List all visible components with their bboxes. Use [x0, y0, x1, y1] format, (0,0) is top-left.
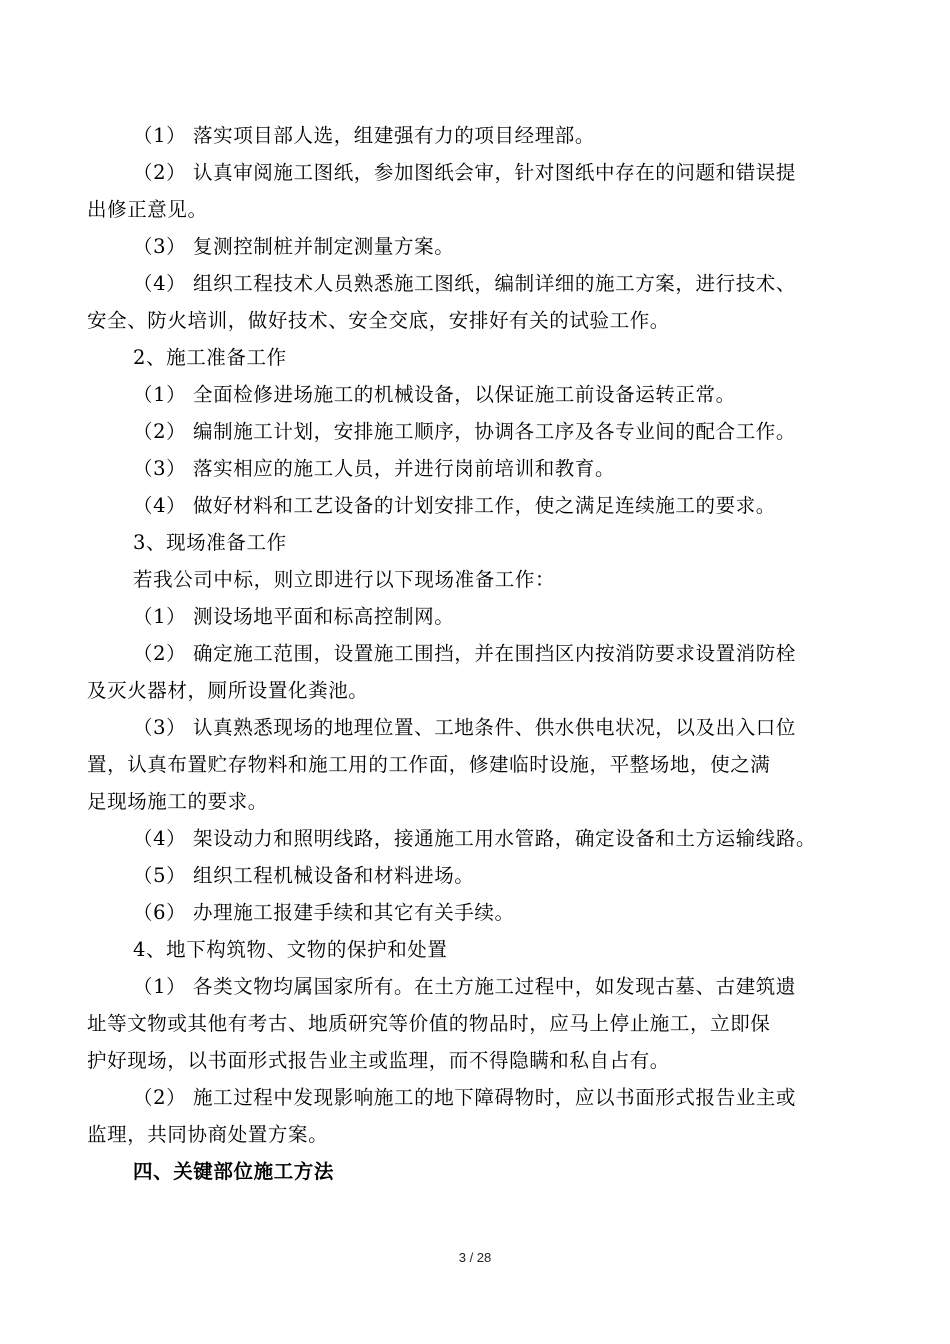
paragraph-line: 足现场施工的要求。 — [87, 790, 268, 813]
paragraph-line: 置，认真布置贮存物料和施工用的工作面，修建临时设施，平整场地，使之满 — [87, 753, 771, 776]
paragraph-line: 护好现场，以书面形式报告业主或监理，而不得隐瞒和私自占有。 — [87, 1049, 670, 1072]
paragraph-line: （6） 办理施工报建手续和其它有关手续。 — [133, 901, 515, 924]
paragraph-line: 及灭火器材，厕所设置化粪池。 — [87, 679, 369, 702]
paragraph-line: 出修正意见。 — [87, 198, 208, 221]
subsection-heading: 3、现场准备工作 — [133, 531, 287, 554]
paragraph-line: 址等文物或其他有考古、地质研究等价值的物品时，应马上停止施工，立即保 — [87, 1012, 771, 1035]
paragraph-line: （3） 认真熟悉现场的地理位置、工地条件、供水供电状况，以及出入口位 — [133, 716, 797, 739]
paragraph-line: （1） 全面检修进场施工的机械设备，以保证施工前设备运转正常。 — [133, 383, 736, 406]
paragraph-line: （1） 各类文物均属国家所有。在土方施工过程中，如发现古墓、古建筑遗 — [133, 975, 797, 998]
paragraph-line: （3） 复测控制桩并制定测量方案。 — [133, 235, 455, 258]
paragraph-line: （5） 组织工程机械设备和材料进场。 — [133, 864, 475, 887]
paragraph-line: （4） 架设动力和照明线路，接通施工用水管路，确定设备和土方运输线路。 — [133, 827, 817, 850]
paragraph-line: （4） 组织工程技术人员熟悉施工图纸，编制详细的施工方案，进行技术、 — [133, 272, 797, 295]
subsection-heading: 4、地下构筑物、文物的保护和处置 — [133, 938, 448, 961]
paragraph-line: 安全、防火培训，做好技术、安全交底，安排好有关的试验工作。 — [87, 309, 670, 332]
subsection-heading: 2、施工准备工作 — [133, 346, 287, 369]
paragraph-line: （2） 施工过程中发现影响施工的地下障碍物时，应以书面形式报告业主或 — [133, 1086, 797, 1109]
paragraph-line: （1） 测设场地平面和标高控制网。 — [133, 605, 455, 628]
paragraph-line: 监理，共同协商处置方案。 — [87, 1123, 329, 1146]
paragraph-line: （1） 落实项目部人选，组建强有力的项目经理部。 — [133, 124, 596, 147]
paragraph-line: （2） 认真审阅施工图纸，参加图纸会审，针对图纸中存在的问题和错误提 — [133, 161, 797, 184]
paragraph-line: 若我公司中标，则立即进行以下现场准备工作： — [133, 568, 556, 591]
paragraph-line: （2） 编制施工计划，安排施工顺序，协调各工序及各专业间的配合工作。 — [133, 420, 797, 443]
paragraph-line: （2） 确定施工范围，设置施工围挡，并在围挡区内按消防要求设置消防栓 — [133, 642, 797, 665]
paragraph-line: （4） 做好材料和工艺设备的计划安排工作，使之满足连续施工的要求。 — [133, 494, 776, 517]
paragraph-line: （3） 落实相应的施工人员，并进行岗前培训和教育。 — [133, 457, 616, 480]
section-heading: 四、关键部位施工方法 — [133, 1160, 335, 1183]
page-number: 3 / 28 — [458, 1250, 492, 1265]
